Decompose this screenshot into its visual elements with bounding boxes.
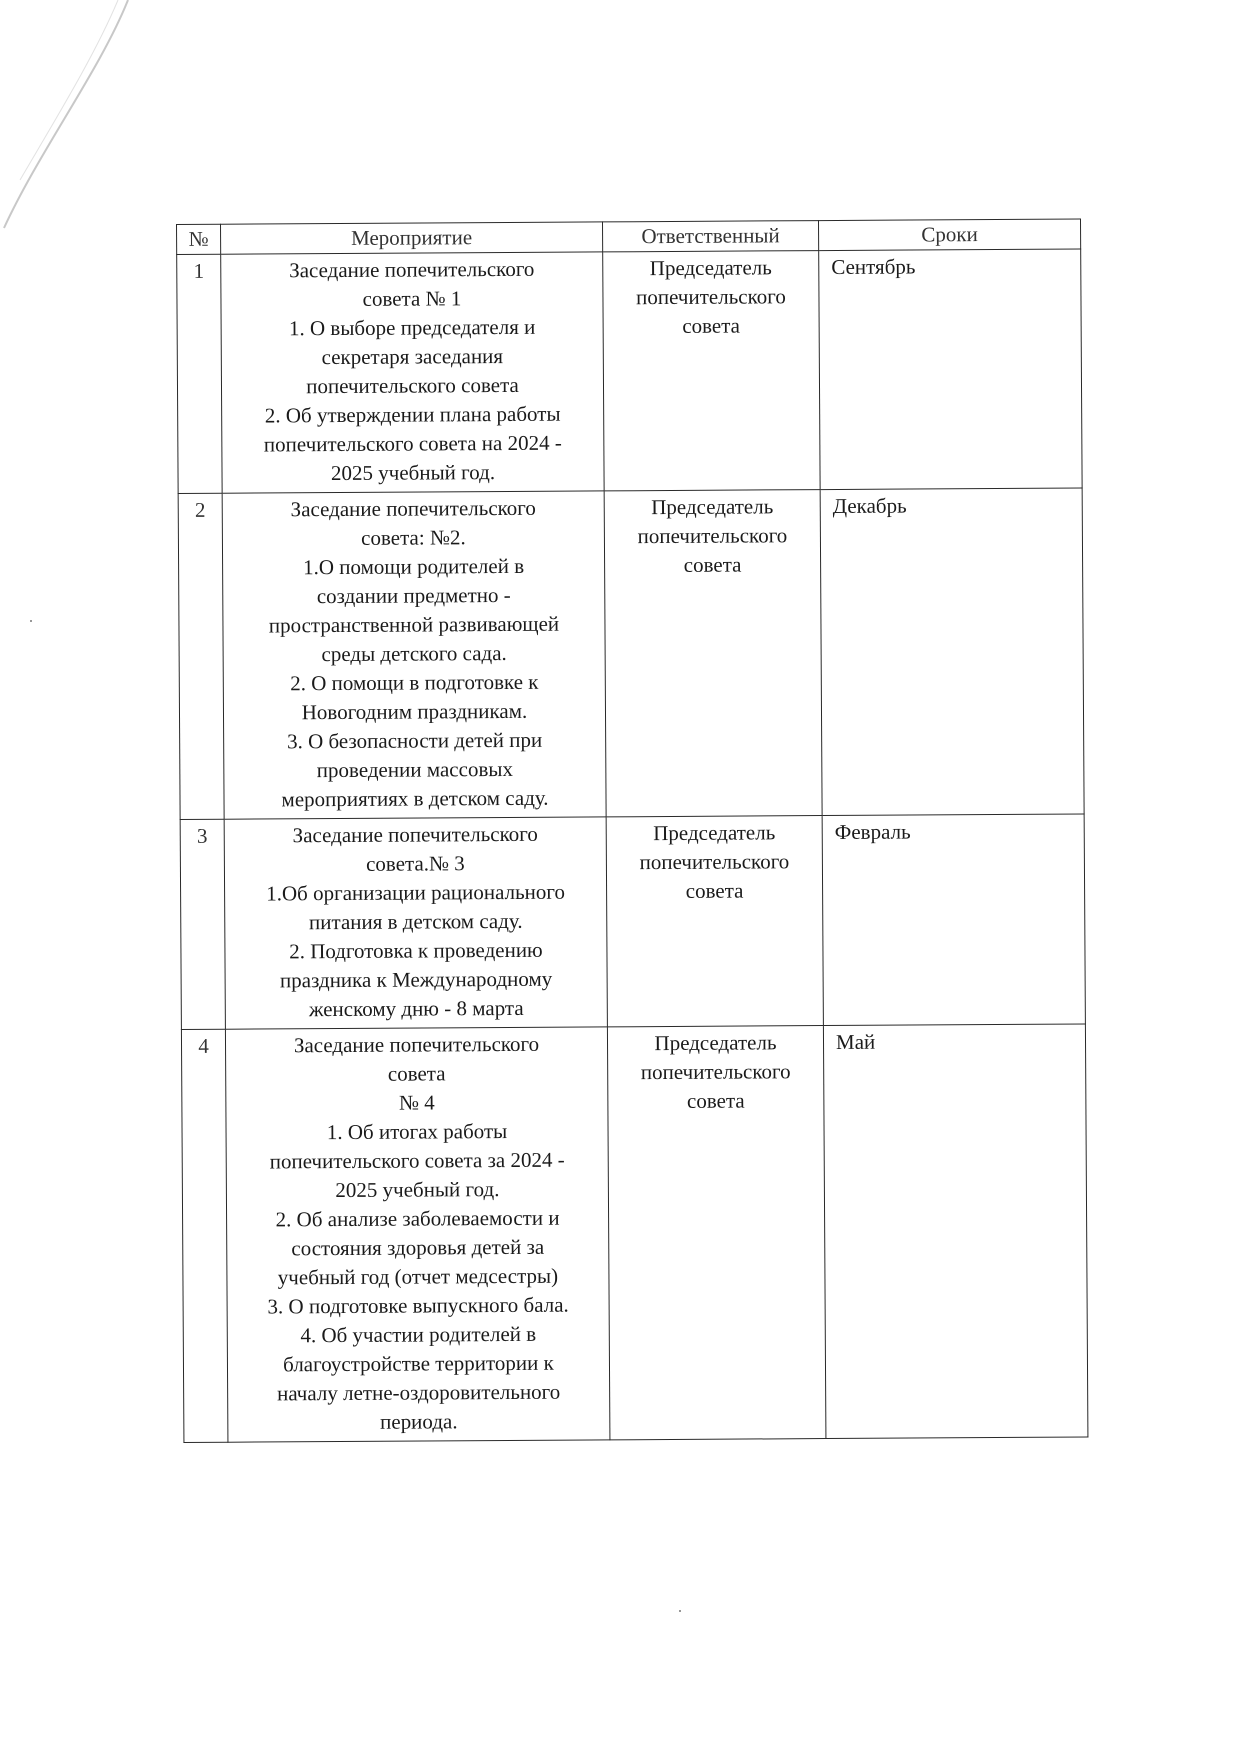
responsible-line: попечительского [639,849,790,875]
event-line: состояния здоровья детей за [291,1234,545,1261]
event-line: началу летне-оздоровительного [276,1379,561,1406]
table-header-row [177,219,1081,255]
scan-edge-mark [0,0,180,260]
scan-speck [30,620,32,622]
event-line: учебный год (отчет медсестры) [277,1263,559,1290]
event-line: Заседание попечительского [293,1031,540,1058]
table-row [180,814,1085,1030]
event-line: 1.Об организации рационального [266,879,566,906]
header-term: Сроки [818,219,1080,251]
header-event: Мероприятие [221,222,603,254]
event-line: совета.№ 3 [365,851,465,876]
event-line: 1.О помощи родителей в [303,553,525,580]
event-line: Новогодним праздникам. [301,698,528,725]
plan-table [176,218,1088,1443]
row-number: 2 [178,493,224,819]
event-line: попечительского совета за 2024 - [269,1147,565,1174]
responsible-line: Председатель [651,494,774,520]
term-cell: Сентябрь [819,249,1082,490]
header-responsible: Ответственный [602,221,818,252]
event-line: Заседание попечительского [290,495,536,522]
row-number: 3 [180,819,225,1029]
event-line: мероприятиях в детском саду. [281,785,549,812]
responsible-line: совета [685,878,744,903]
event-cell [222,491,606,819]
event-line: 2. Об утверждении плана работы [264,401,561,428]
event-line: 1. Об итогах работы [326,1118,508,1145]
event-line: № 4 [398,1090,435,1115]
row-number: 4 [181,1029,228,1442]
event-line: проведении массовых [316,756,514,783]
event-line: благоустройстве территории к [283,1350,554,1377]
table-row [181,1024,1088,1443]
event-cell [224,817,607,1029]
event-line: создании предметно - [316,582,511,609]
responsible-line: совета [686,1088,745,1113]
event-line: периода. [380,1409,458,1434]
term-cell: Декабрь [820,488,1084,816]
responsible-cell [607,1026,826,1440]
event-line: 1. О выборе председателя и [288,314,536,341]
responsible-cell [603,251,820,491]
event-line: Заседание попечительского [289,256,535,283]
event-line: среды детского сада. [321,640,507,667]
event-line: питания в детском саду. [308,908,523,935]
event-line: совета [387,1061,446,1086]
event-line: 3. О подготовке выпускного бала. [267,1292,569,1319]
table-row [177,249,1082,494]
responsible-line: совета [683,552,742,577]
event-cell [221,252,604,493]
event-line: совета № 1 [362,286,462,311]
responsible-line: попечительского [637,523,788,549]
event-line: 2. Подготовка к проведению [289,937,543,964]
term-cell: Май [823,1024,1088,1439]
scan-speck [679,1610,681,1612]
event-line: 2025 учебный год. [335,1177,500,1203]
row-number: 1 [177,254,222,493]
responsible-line: попечительского [640,1059,791,1085]
event-line: попечительского совета [306,372,519,399]
event-line: 2. Об анализе заболеваемости и [275,1205,560,1232]
table-body [177,249,1088,1443]
table-row [178,488,1084,820]
responsible-line: Председатель [653,820,776,846]
event-line: пространственной развивающей [268,611,560,638]
responsible-line: Председатель [649,255,772,281]
event-line: женскому дню - 8 марта [308,995,524,1022]
event-line: 2. О помощи в подготовке к [290,669,539,696]
responsible-cell [606,816,823,1027]
responsible-cell [604,490,822,817]
event-line: праздника к Международному [279,966,553,993]
event-line: совета: №2. [361,525,466,550]
term-cell: Февраль [822,814,1085,1026]
responsible-line: Председатель [654,1030,777,1056]
event-line: попечительского совета на 2024 - [263,430,562,457]
header-num: № [177,224,221,254]
event-line: секретаря заседания [321,344,504,370]
responsible-line: совета [682,313,741,338]
event-line: Заседание попечительского [292,821,538,848]
event-line: 3. О безопасности детей при [286,727,543,754]
event-line: 2025 учебный год. [330,460,496,486]
responsible-line: попечительского [636,284,786,310]
event-cell [225,1027,610,1442]
event-line: 4. Об участии родителей в [300,1321,537,1348]
